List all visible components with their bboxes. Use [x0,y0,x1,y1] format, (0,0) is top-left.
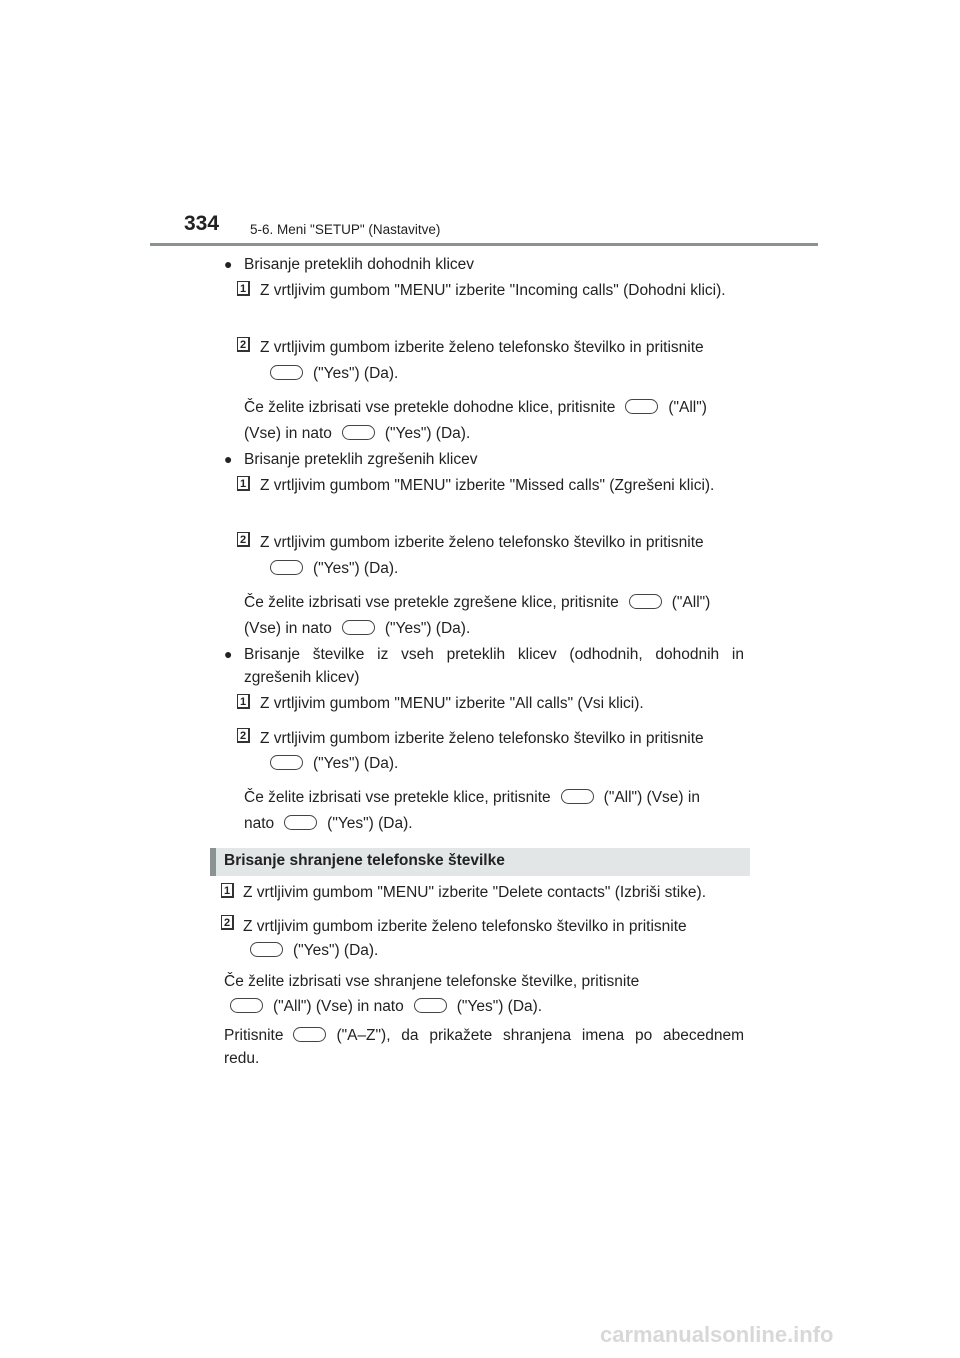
all-button-icon [625,399,658,414]
all-button-icon [230,998,263,1013]
note-text: Če želite izbrisati vse pretekle dohodne klice, pritisnite [244,399,616,416]
all-label: ("All") [671,594,711,611]
step-1-icon: 1 [237,476,250,491]
yes-label: ("Yes") (Da). [293,942,379,959]
all-button-icon [629,594,662,609]
step-text: Z vrtljivim gumbom "MENU" izberite "Missed calls" (Zgrešeni klici). [260,477,715,494]
step-2-icon: 2 [237,532,250,547]
note-text: Če želite izbrisati vse pretekle zgrešene klice, pritisnite [244,594,619,611]
step-1-icon: 1 [237,281,250,296]
section-title: Brisanje shranjene telefonske številke [224,852,505,869]
bullet-icon: ● [224,256,233,272]
section-accent-bar [210,848,216,876]
yes-button-icon [270,365,303,380]
bullet-heading: Brisanje številke iz vseh preteklih klicev (odhodnih, dohodnih in zgrešenih klicev) [244,646,744,686]
yes-button-icon [270,560,303,575]
section-heading [210,848,750,876]
page-number: 334 [184,212,220,235]
note-text: (Vse) in nato [244,425,332,442]
all-label: ("All") [668,399,707,416]
bullet-heading: Brisanje preteklih zgrešenih klicev [244,451,478,468]
all-button-icon [561,789,594,804]
step-text: Z vrtljivim gumbom izberite želeno telefonsko številko in pritisnite [260,534,704,551]
step-text: Z vrtljivim gumbom izberite želeno telefonsko številko in pritisnite [243,918,687,935]
note-text: Če želite izbrisati vse pretekle klice, pritisnite [244,789,551,806]
step-text: Z vrtljivim gumbom izberite želeno telefonsko številko in pritisnite [260,339,704,356]
yes-button-icon [284,815,317,830]
step-2-icon: 2 [237,337,250,352]
note-text: nato [244,815,275,832]
note-text: Če želite izbrisati vse shranjene telefonske številke, pritisnite [224,973,640,990]
yes-button-icon [414,998,447,1013]
bullet-heading: Brisanje preteklih dohodnih klicev [244,256,475,273]
note-text [224,1024,744,1070]
all-label: ("All") (Vse) in [603,789,700,806]
yes-button-icon [250,942,283,957]
yes-button-icon [270,755,303,770]
step-text: Z vrtljivim gumbom izberite želeno telefonsko številko in pritisnite [260,730,704,747]
step-1-icon: 1 [237,694,250,709]
az-label: ("A–Z"), da prikažete shranjena imena po abecednem redu. [224,1027,744,1067]
yes-button-icon [342,425,375,440]
step-text: Z vrtljivim gumbom "MENU" izberite "All calls" (Vsi klici). [260,695,644,712]
press-text: Pritisnite [224,1027,284,1044]
az-button-icon [293,1027,326,1042]
yes-button-icon [342,620,375,635]
page-header [150,212,818,248]
step-2-icon: 2 [237,728,250,743]
step-text: Z vrtljivim gumbom "MENU" izberite "Delete contacts" (Izbriši stike). [243,884,706,901]
yes-label: ("Yes") (Da). [327,815,413,832]
step-text: Z vrtljivim gumbom "MENU" izberite "Incoming calls" (Dohodni klici). [260,282,726,299]
bullet-icon: ● [224,646,233,662]
all-label: ("All") (Vse) in nato [273,998,404,1015]
yes-label: ("Yes") (Da). [384,620,471,637]
yes-label: ("Yes") (Da). [313,560,399,577]
header-divider [150,243,818,246]
yes-label: ("Yes") (Da). [384,425,471,442]
yes-label: ("Yes") (Da). [456,998,543,1015]
yes-label: ("Yes") (Da). [313,755,399,772]
bullet-icon: ● [224,451,233,467]
section-path: 5-6. Meni "SETUP" (Nastavitve) [250,222,441,237]
step-2-icon: 2 [221,915,234,930]
step-1-icon: 1 [221,883,234,898]
note-text: (Vse) in nato [244,620,332,637]
yes-label: ("Yes") (Da). [313,365,399,382]
watermark: carmanualsonline.info [600,1322,834,1347]
